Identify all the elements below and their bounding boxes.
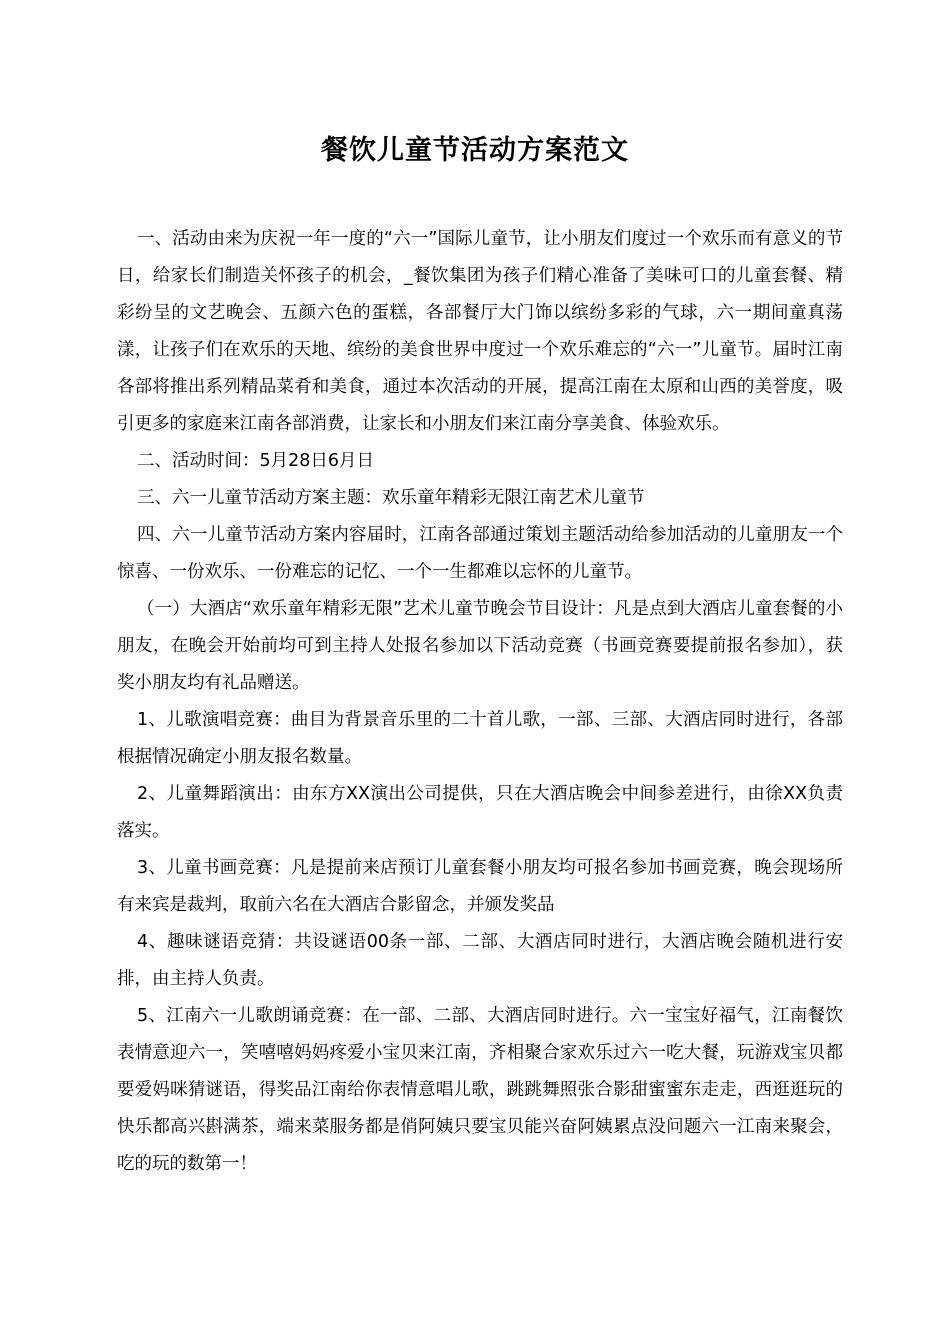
paragraph-origin: 一、活动由来为庆祝一年一度的“六一”国际儿童节，让小朋友们度过一个欢乐而有意义的节日，给家长们制造关怀孩子的机会，_餐饮集团为孩子们精心准备了美味可口的儿童套餐、精彩纷呈的文艺晚会、五颜六色的蛋糕，各部餐厅大门饰以缤纷多彩的气球，六一期间童真荡漾，让孩子们在欢乐的天地、缤纷的美食世界中度过一个欢乐难忘的“六一”儿童节。届时江南各部将推出系列精品菜肴和美食，通过本次活动的开展，提高江南在太原和山西的美誉度，吸引更多的家庭来江南各部消费，让家长和小朋友们来江南分享美食、体验欢乐。 [117, 229, 843, 434]
paragraph-riddle-contest: 4、趣味谜语竞猜：共设谜语00条一部、二部、大酒店同时进行，大酒店晚会随机进行安排，由主持人负责。 [117, 932, 843, 989]
paragraph-content: 四、六一儿童节活动方案内容届时，江南各部通过策划主题活动给参加活动的儿童朋友一个惊喜、一份欢乐、一份难忘的记忆、一个一生都难以忘怀的儿童节。 [117, 525, 843, 582]
paragraph-theme: 三、六一儿童节活动方案主题：欢乐童年精彩无限江南艺术儿童节 [137, 488, 645, 508]
document-title: 餐饮儿童节活动方案范文 [321, 135, 629, 166]
paragraph-song-contest: 1、儿歌演唱竞赛：曲目为背景音乐里的二十首儿歌，一部、三部、大酒店同时进行，各部根据情况确定小朋友报名数量。 [117, 710, 843, 767]
document-body [117, 221, 843, 1183]
paragraph-hotel-program: （一）大酒店“欢乐童年精彩无限”艺术儿童节晚会节目设计：凡是点到大酒店儿童套餐的小朋友，在晚会开始前均可到主持人处报名参加以下活动竞赛（书画竞赛要提前报名参加），获奖小朋友均有礼品赠送。 [117, 599, 843, 693]
paragraph-recitation-contest: 5、江南六一儿歌朗诵竞赛：在一部、二部、大酒店同时进行。六一宝宝好福气，江南餐饮表情意迎六一，笑嘻嘻妈妈疼爱小宝贝来江南，齐相聚合家欢乐过六一吃大餐，玩游戏宝贝都要爱妈咪猜谜语，得奖品江南给你表情意唱儿歌，跳跳舞照张合影甜蜜蜜东走走，西逛逛玩的快乐都高兴斟满茶，端来菜服务都是俏阿姨只要宝贝能兴奋阿姨累点没问题六一江南来聚会，吃的玩的数第一！ [117, 1006, 843, 1174]
paragraph-dance-show: 2、儿童舞蹈演出：由东方XX演出公司提供，只在大酒店晚会中间参差进行，由徐XX负责落实。 [117, 784, 843, 841]
paragraph-time: 二、活动时间：5月28日6月日 [137, 451, 375, 471]
paragraph-painting-contest: 3、儿童书画竞赛：凡是提前来店预订儿童套餐小朋友均可报名参加书画竞赛，晚会现场所有来宾是裁判，取前六名在大酒店合影留念，并颁发奖品 [117, 858, 843, 915]
